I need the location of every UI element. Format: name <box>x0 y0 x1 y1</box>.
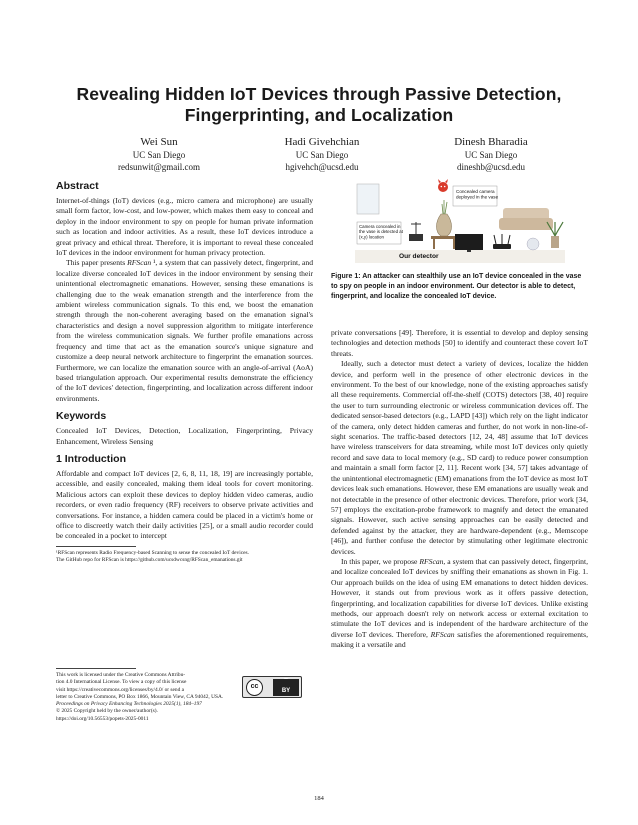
author-3 <box>401 135 581 173</box>
license-divider <box>56 668 136 669</box>
introduction-paragraph-4: In this paper, we propose RFScan, a system that can passively detect, fingerprint, and localize concealed IoT devices by sniffing their emanations as shown in Fig. 1. Our approach builds on the idea of using EM emanations to detect hidden devices. However, it stands out from previous work as it offers passive detection, fingerprinting, and localization capabilities for diverse IoT devices. Unlike existing methods, our approach doesn't rely on network access or external excitation to stimulate the IoT devices and is independent of the hardware architecture of the diverse IoT devices. Therefore, RFScan satisfies the aforementioned requirements, making it a versatile and <box>331 556 588 650</box>
introduction-paragraph-3: Ideally, such a detector must detect a variety of devices, localize the hidden device, and perform well in the presence of other electronic devices in the environment. To the best of our knowledge, none of the existing approaches satisfy all these requirements. Commercial off-the-shelf (COTS) detectors [38, 40] require the user to turn surrounding electronic or wireless communication devices off. The dedicated sensor-based detectors (e.g., LAPD [43]) which rely on the light indicator of the camera, only detect hidden cameras and further, do not work in non-line-of-sight scenarios. The traffic-based detectors [12, 24, 48] assume that IoT devices have wireless transceivers for data streaming, while most IoT devices only quietly record and save data to local memory (e.g., SD card) to reduce power consumption and maintain a small form factor [2, 11]. Recent work [34, 57] takes advantage of the unintentional electromagnetic (EM) emanations from the IoT device as most IoT devices leak such emanations. However, these EM emanations are usually weak and not detectable in the presence of other electronic devices. Therefore, prior work [34, 57] employs the excitation-probe framework to magnify and detect the emanated signals. However, such active sensing approaches can be easily detected and defended against by the attacker, they are hardware-dependent (e.g., Memscope [46]), and further confuse the detector by stimulating other legitimate electronic devices. <box>331 359 588 556</box>
label-detector: Our detector <box>399 253 439 260</box>
right-column <box>331 328 588 651</box>
author-1 <box>69 135 249 173</box>
title-line-1: Revealing Hidden IoT Devices through Passive Detection, <box>76 84 562 104</box>
figure-caption: Figure 1: An attacker can stealthily use an IoT device concealed in the vase to spy on people in an indoor environment. Our detector is able to detect, fingerprint, and localize the concealed IoT device. <box>331 273 582 300</box>
figure-1 <box>355 178 565 263</box>
label-concealed: Concealed camera deployed in the vase <box>456 189 499 200</box>
figure-illustration <box>355 178 565 263</box>
introduction-paragraph-1: Affordable and compact IoT devices [2, 6, 8, 11, 18, 19] are increasingly portable, accessible, and easily concealed, making them ideal tools for covert monitoring. Malicious actors can exploit these devices to deploy hidden video cameras, audio recorders, or even radio frequency (RF) receivers to observe private activities and conversations. For instance, a hidden camera could be placed in a victim's home or office to discreetly watch their daily activities [25], or a small audio recorder could be concealed in a pocket to intercept <box>56 468 313 541</box>
license-line: https://doi.org/10.56553/popets-2025-0011 <box>56 715 149 722</box>
license-line: letter to Creative Commons, PO Box 1866, Mountain View, CA 94042, USA. <box>56 693 224 700</box>
author-email: redsunwit@gmail.com <box>117 162 201 172</box>
cc-logo-icon: cc <box>246 679 263 696</box>
speaker-icon <box>527 238 539 250</box>
author-email: hgivehch@ucsd.edu <box>285 162 359 172</box>
abstract-paragraph-1: Internet-of-things (IoT) devices (e.g., micro camera and microphone) are usually small form factor, low-cost, and low-power, which makes them easy to conceal and deploy in the indoor environment to spy on people for human private information such as location and indoor activities. As a result, these IoT devices introduce a great privacy and ethical threat. Therefore, it is important to reveal these concealed IoT devices in the indoor environment for human privacy protection. <box>56 196 313 258</box>
author-name: Wei Sun <box>140 136 178 148</box>
introduction-paragraph-2: private conversations [49]. Therefore, it is essential to develop and deploy sensing technologies and detection methods [50] to identify and counteract these covert IoT threats. <box>331 328 588 358</box>
author-block <box>40 135 598 177</box>
footnote-line-2: The GitHub repo for RFScan is https://github.com/ucsdwcsng/RFScan_emanations.git <box>56 556 243 563</box>
author-name: Dinesh Bharadia <box>454 136 528 148</box>
license-line: tion 4.0 International License. To view a copy of this license <box>56 679 187 686</box>
license-line: visit https://creativecommons.org/licenses/by/4.0/ or send a <box>56 686 185 693</box>
keywords-text: Concealed IoT Devices, Detection, Localization, Fingerprinting, Privacy Enhancement, Wireless Sensing <box>56 426 313 446</box>
abstract-heading: Abstract <box>56 180 99 192</box>
paper-title <box>40 84 598 126</box>
page-number: 184 <box>314 795 324 802</box>
license-line: This work is licensed under the Creative Commons Attribu- <box>56 672 186 678</box>
keywords-heading: Keywords <box>56 410 107 423</box>
tv-icon <box>455 234 483 252</box>
title-line-2: Fingerprinting, and Localization <box>184 105 454 125</box>
license-line: Proceedings on Privacy Enhancing Technologies 2025(1), 184–197 <box>56 701 202 708</box>
sofa-icon <box>499 208 553 230</box>
label-detected: Camera concealed in the vase is detected at (x,y) location <box>359 224 403 240</box>
footnote-line-1: ¹RFScan represents Radio Frequency-based Scanning to sense the concealed IoT devices. <box>56 549 249 556</box>
footnote-divider <box>56 546 136 547</box>
license-line: © 2025 Copyright held by the owner/author(s). <box>56 708 158 715</box>
author-name: Hadi Givehchian <box>284 136 360 148</box>
license-block <box>56 668 313 723</box>
introduction-heading: 1 Introduction <box>56 452 126 465</box>
left-column <box>56 180 313 564</box>
author-affiliation: UC San Diego <box>464 150 518 160</box>
author-email: dineshb@ucsd.edu <box>456 162 526 172</box>
author-affiliation: UC San Diego <box>132 150 186 160</box>
abstract-paragraph-2: This paper presents RFScan ¹, a system that can passively detect, fingerprint, and localize diverse concealed IoT devices in the indoor environment by sensing their unintentional electromagnetic emanations. However, sensing these emanations is challenging due to the weak emanation strength and the interference from the ambient wireless communication signals. To this end, we boost the emanation strength through the non-coherent averaging based on the emanation signal's characteristics and design a novel suppression algorithm to mitigate interference from the wireless communication signals. We further profile emanations across frequency and time that act as the emanation source's unique signature and customize a deep neural network architecture to fingerprint the emanation sources. Furthermore, we can localize the emanation source with an angle-of-arrival (AoA) based triangulation approach. Our experimental results demonstrate the efficiency of the IoT devices' detection, fingerprinting, and localization across different indoor environments. <box>56 258 313 403</box>
by-label: BY <box>273 679 299 696</box>
author-2 <box>232 135 412 173</box>
author-affiliation: UC San Diego <box>295 150 349 160</box>
cc-by-badge-icon[interactable] <box>242 676 302 698</box>
